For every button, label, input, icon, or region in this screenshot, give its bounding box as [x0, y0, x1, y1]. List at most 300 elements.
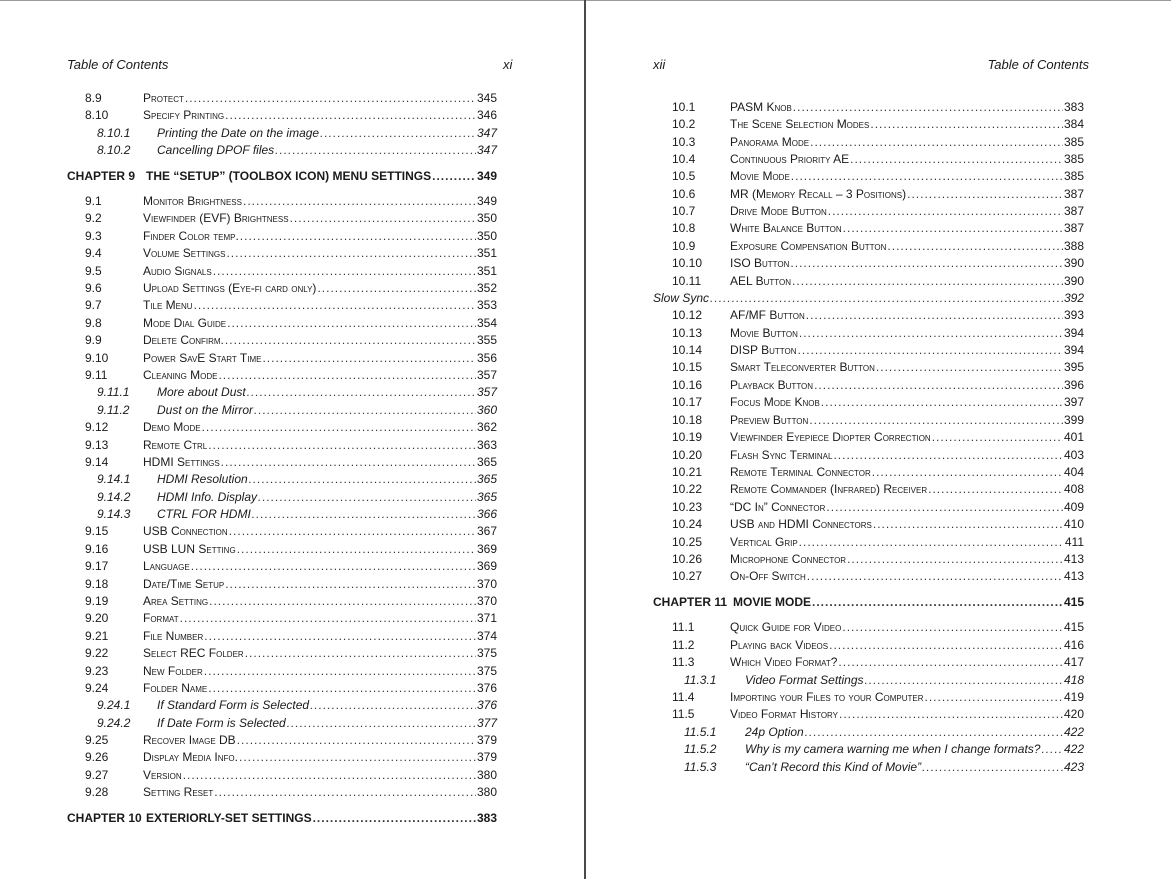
entry-page-number: 365 — [476, 490, 497, 504]
dot-leader — [247, 384, 476, 401]
dot-leader — [850, 151, 1063, 168]
entry-page-number: 403 — [1063, 448, 1084, 462]
entry-number: CHAPTER 9 — [67, 169, 136, 183]
toc-entry — [67, 228, 497, 245]
entry-title: Printing the Date on the image — [157, 126, 320, 140]
entry-number: 9.5 — [85, 264, 102, 278]
entry-number: 10.1 — [672, 100, 696, 114]
toc-entry — [653, 99, 1084, 116]
dot-leader — [237, 732, 476, 749]
page-gutter-divider — [584, 0, 586, 879]
dot-leader — [191, 558, 476, 575]
dot-leader — [842, 619, 1063, 636]
entry-title: Flash Sync Terminal — [730, 448, 833, 462]
entry-title: Preview Button — [730, 413, 809, 427]
entry-number: 10.2 — [672, 117, 696, 131]
entry-page-number: 416 — [1063, 638, 1084, 652]
entry-page-number: 377 — [476, 716, 497, 730]
entry-number: 8.10.1 — [97, 126, 131, 140]
toc-entry — [67, 732, 497, 749]
toc-entry — [67, 367, 497, 384]
toc-entry — [67, 628, 497, 645]
entry-title: Movie Button — [730, 326, 798, 340]
dot-leader — [1041, 741, 1063, 758]
entry-number: 10.20 — [672, 448, 703, 462]
dot-leader — [833, 447, 1063, 464]
dot-leader — [839, 706, 1063, 723]
toc-entry — [67, 454, 497, 471]
entry-title: Which Video Format? — [730, 655, 838, 669]
entry-title: Mode Dial Guide — [143, 316, 227, 330]
toc-entry — [653, 741, 1084, 758]
entry-title: Remote Ctrl — [143, 438, 208, 452]
entry-number: 10.9 — [672, 239, 696, 253]
toc-entry — [653, 186, 1084, 203]
entry-number: 10.27 — [672, 569, 703, 583]
entry-number: 10.10 — [672, 256, 703, 270]
entry-title: PASM Knob — [730, 100, 792, 114]
entry-title: Date/Time Setup — [143, 577, 225, 591]
toc-entry — [653, 464, 1084, 481]
entry-page-number: 349 — [476, 194, 497, 208]
entry-title: If Standard Form is Selected — [157, 698, 310, 712]
dot-leader — [275, 142, 476, 159]
entry-number: 10.26 — [672, 552, 703, 566]
dot-leader — [821, 394, 1063, 411]
entry-title: Continuous Priority AE — [730, 152, 850, 166]
dot-leader — [320, 125, 476, 142]
entry-title: Focus Mode Knob — [730, 395, 820, 409]
dot-leader — [432, 168, 476, 185]
entry-page-number: 385 — [1063, 169, 1084, 183]
dot-leader — [810, 134, 1063, 151]
header-page-number: xi — [503, 57, 513, 72]
entry-number: 9.2 — [85, 211, 102, 225]
entry-title: New Folder — [143, 664, 203, 678]
entry-page-number: 366 — [476, 507, 497, 521]
entry-number: 10.16 — [672, 378, 703, 392]
toc-entry — [653, 273, 1084, 290]
toc-entry — [653, 203, 1084, 220]
entry-number: 10.13 — [672, 326, 703, 340]
entry-title: HDMI Resolution — [157, 472, 248, 486]
dot-leader — [792, 273, 1063, 290]
dot-leader — [925, 689, 1063, 706]
toc-entry — [653, 307, 1084, 324]
dot-leader — [809, 412, 1063, 429]
entry-page-number: 383 — [476, 811, 497, 825]
toc-entry — [67, 680, 497, 697]
toc-entry — [67, 90, 497, 107]
dot-leader — [310, 697, 476, 714]
entry-title: Exposure Compensation Button — [730, 239, 887, 253]
entry-title: “DC In” Connector — [730, 500, 826, 514]
entry-page-number: 347 — [476, 143, 497, 157]
dot-leader — [240, 228, 476, 245]
dot-leader — [183, 767, 476, 784]
entry-title: Select REC Folder — [143, 646, 244, 660]
entry-number: 10.12 — [672, 308, 703, 322]
toc-entry — [653, 551, 1084, 568]
entry-title: Drive Mode Button — [730, 204, 827, 218]
entry-number: 10.19 — [672, 430, 703, 444]
entry-number: 9.15 — [85, 524, 109, 538]
toc-entry — [653, 116, 1084, 133]
entry-page-number: 411 — [1064, 535, 1084, 549]
entry-page-number: 352 — [476, 281, 497, 295]
entry-page-number: 350 — [476, 211, 497, 225]
dot-leader — [254, 402, 476, 419]
entry-page-number: 345 — [476, 91, 497, 105]
toc-entry — [653, 429, 1084, 446]
entry-number: 9.21 — [85, 629, 109, 643]
dot-leader — [847, 551, 1063, 568]
dot-leader — [793, 99, 1063, 116]
dot-leader — [799, 325, 1063, 342]
dot-leader — [218, 367, 476, 384]
toc-entry — [67, 332, 497, 349]
toc-entry — [67, 142, 497, 159]
entry-title: USB Connection — [143, 524, 228, 538]
entry-title: DISP Button — [730, 343, 797, 357]
entry-number: 9.14.2 — [97, 490, 131, 504]
entry-title: Display Media Info. — [143, 750, 238, 764]
entry-number: 11.3.1 — [684, 673, 717, 687]
entry-title: USB and HDMI Connectors — [730, 517, 872, 531]
entry-number: 9.18 — [85, 577, 109, 591]
dot-leader — [872, 464, 1063, 481]
entry-title: AEL Button — [730, 274, 791, 288]
toc-entry — [653, 534, 1084, 551]
entry-title: Specify Printing — [143, 108, 225, 122]
entry-page-number: 351 — [476, 264, 497, 278]
entry-number: 10.25 — [672, 535, 703, 549]
entry-title: Folder Name — [143, 681, 208, 695]
entry-title: Video Format Settings — [745, 673, 864, 687]
entry-number: 11.4 — [672, 690, 695, 704]
entry-page-number: 374 — [476, 629, 497, 643]
entry-page-number: 387 — [1063, 221, 1084, 235]
toc-entry — [653, 255, 1084, 272]
toc-entry — [67, 193, 497, 210]
toc-entry — [653, 377, 1084, 394]
toc-entry — [653, 654, 1084, 671]
entry-page-number: 369 — [476, 559, 497, 573]
entry-title: White Balance Button — [730, 221, 842, 235]
entry-page-number: 408 — [1063, 482, 1084, 496]
dot-leader — [843, 220, 1063, 237]
toc-entry — [653, 394, 1084, 411]
entry-number: 8.9 — [85, 91, 102, 105]
entry-title: Audio Signals — [143, 264, 212, 278]
entry-page-number: 410 — [1063, 517, 1084, 531]
entry-page-number: 393 — [1063, 308, 1084, 322]
dot-leader — [204, 663, 476, 680]
entry-page-number: 375 — [476, 646, 497, 660]
entry-title: If Date Form is Selected — [157, 716, 286, 730]
dot-leader — [237, 541, 476, 558]
entry-page-number: 394 — [1063, 326, 1084, 340]
entry-page-number: 379 — [476, 750, 497, 764]
entry-number: CHAPTER 10 — [67, 811, 142, 825]
entry-page-number: 420 — [1063, 707, 1084, 721]
left-page — [0, 0, 584, 879]
toc-entry — [653, 637, 1084, 654]
dot-leader — [185, 90, 476, 107]
entry-title: “Can’t Record this Kind of Movie” — [745, 760, 922, 774]
entry-number: 9.25 — [85, 733, 109, 747]
entry-number: 9.12 — [85, 420, 109, 434]
entry-title: Version — [143, 768, 182, 782]
entry-page-number: 360 — [476, 403, 497, 417]
dot-leader — [225, 332, 476, 349]
entry-page-number: 387 — [1063, 187, 1084, 201]
entry-page-number: 354 — [476, 316, 497, 330]
toc-entry — [653, 689, 1084, 706]
dot-leader — [710, 290, 1063, 307]
entry-page-number: 365 — [476, 455, 497, 469]
entry-title: HDMI Settings — [143, 455, 220, 469]
entry-number: 9.11 — [85, 368, 108, 382]
entry-number: 9.11.2 — [97, 403, 130, 417]
toc-entry — [653, 447, 1084, 464]
dot-leader — [204, 628, 476, 645]
dot-leader — [258, 489, 476, 506]
entry-number: 9.20 — [85, 611, 109, 625]
entry-number: 10.3 — [672, 135, 696, 149]
entry-title: Slow Sync — [653, 291, 710, 305]
dot-leader — [194, 297, 476, 314]
header-title: Table of Contents — [987, 57, 1089, 72]
toc-entry — [653, 706, 1084, 723]
dot-leader — [287, 715, 476, 732]
entry-number: 11.3 — [672, 655, 695, 669]
entry-number: 11.5.3 — [684, 760, 717, 774]
toc-entry — [67, 350, 497, 367]
toc-entry — [67, 610, 497, 627]
toc-entry — [653, 568, 1084, 585]
dot-leader — [226, 245, 476, 262]
dot-leader — [790, 255, 1063, 272]
entry-page-number: 367 — [476, 524, 497, 538]
entry-title: Cancelling DPOF files — [157, 143, 275, 157]
dot-leader — [932, 429, 1063, 446]
entry-number: 9.24.1 — [97, 698, 131, 712]
toc-entry — [653, 724, 1084, 741]
toc-entry — [67, 715, 497, 732]
header-page-number: xii — [653, 57, 666, 72]
entry-title: Movie Mode — [730, 169, 790, 183]
toc-entry — [67, 315, 497, 332]
entry-title: Smart Teleconverter Button — [730, 360, 875, 374]
toc-entry — [653, 134, 1084, 151]
dot-leader — [814, 377, 1063, 394]
dot-leader — [812, 594, 1063, 611]
entry-title: Volume Settings — [143, 246, 226, 260]
entry-title: Microphone Connector — [730, 552, 847, 566]
entry-title: Monitor Brightness — [143, 194, 242, 208]
entry-title: EXTERIORLY-SET SETTINGS — [146, 811, 312, 825]
entry-page-number: 379 — [476, 733, 497, 747]
toc-entry — [653, 238, 1084, 255]
entry-page-number: 380 — [476, 785, 497, 799]
entry-number: 10.11 — [672, 274, 702, 288]
dot-leader — [805, 724, 1063, 741]
entry-page-number: 395 — [1063, 360, 1084, 374]
entry-number: 9.13 — [85, 438, 109, 452]
entry-title: Area Setting — [143, 594, 209, 608]
entry-number: 9.7 — [85, 298, 102, 312]
toc-entry — [653, 499, 1084, 516]
entry-title: MOVIE MODE — [733, 595, 812, 609]
dot-leader — [221, 454, 476, 471]
dot-leader — [806, 307, 1063, 324]
entry-page-number: 394 — [1063, 343, 1084, 357]
entry-page-number: 347 — [476, 126, 497, 140]
entry-title: Cleaning Mode — [143, 368, 218, 382]
entry-page-number: 413 — [1063, 552, 1084, 566]
dot-leader — [922, 759, 1063, 776]
dot-leader — [213, 263, 476, 280]
dot-leader — [214, 784, 476, 801]
entry-page-number: 384 — [1063, 117, 1084, 131]
entry-number: CHAPTER 11 — [653, 595, 728, 609]
entry-number: 9.19 — [85, 594, 109, 608]
entry-page-number: 390 — [1063, 256, 1084, 270]
toc-entry — [653, 220, 1084, 237]
dot-leader — [245, 645, 476, 662]
entry-title: Delete Confirm. — [143, 333, 224, 347]
entry-title: On-Off Switch — [730, 569, 806, 583]
toc-chapter-entry — [653, 594, 1084, 611]
toc-entry — [67, 210, 497, 227]
entry-title: Setting Reset — [143, 785, 214, 799]
entry-number: 9.11.1 — [97, 385, 130, 399]
dot-leader — [225, 576, 476, 593]
entry-page-number: 355 — [476, 333, 497, 347]
entry-number: 10.5 — [672, 169, 696, 183]
entry-title: MR (Memory Recall – 3 Positions) — [730, 187, 907, 201]
dot-leader — [262, 350, 476, 367]
entry-number: 10.21 — [672, 465, 703, 479]
entry-number: 10.18 — [672, 413, 703, 427]
toc-entry — [653, 759, 1084, 776]
entry-number: 9.16 — [85, 542, 109, 556]
dot-leader — [907, 186, 1063, 203]
entry-page-number: 380 — [476, 768, 497, 782]
toc-entry — [67, 645, 497, 662]
entry-page-number: 375 — [476, 664, 497, 678]
entry-page-number: 418 — [1063, 673, 1084, 687]
left-page-header — [67, 56, 515, 74]
entry-page-number: 397 — [1063, 395, 1084, 409]
entry-number: 9.1 — [85, 194, 102, 208]
entry-page-number: 388 — [1063, 239, 1084, 253]
entry-title: USB LUN Setting — [143, 542, 236, 556]
entry-number: 10.8 — [672, 221, 696, 235]
entry-page-number: 353 — [476, 298, 497, 312]
entry-page-number: 385 — [1063, 135, 1084, 149]
entry-number: 9.9 — [85, 333, 102, 347]
toc-entry — [67, 697, 497, 714]
dot-leader — [873, 516, 1063, 533]
entry-title: File Number — [143, 629, 204, 643]
entry-number: 9.24 — [85, 681, 109, 695]
entry-number: 8.10 — [85, 108, 109, 122]
entry-title: Viewfinder Eyepiece Diopter Correction — [730, 430, 931, 444]
entry-number: 9.3 — [85, 229, 102, 243]
entry-number: 9.23 — [85, 664, 109, 678]
toc-entry — [67, 419, 497, 436]
dot-leader — [317, 280, 476, 297]
dot-leader — [225, 107, 476, 124]
toc-entry — [653, 412, 1084, 429]
toc-entry — [67, 749, 497, 766]
entry-title: AF/MF Button — [730, 308, 805, 322]
entry-page-number: 415 — [1063, 620, 1084, 634]
entry-title: The Scene Selection Modes — [730, 117, 870, 131]
entry-page-number: 370 — [476, 577, 497, 591]
dot-leader — [838, 654, 1063, 671]
entry-number: 9.22 — [85, 646, 109, 660]
entry-page-number: 387 — [1063, 204, 1084, 218]
toc-entry — [653, 290, 1084, 307]
dot-leader — [829, 637, 1063, 654]
entry-page-number: 404 — [1063, 465, 1084, 479]
dot-leader — [865, 672, 1063, 689]
dot-leader — [928, 481, 1063, 498]
toc-entry — [67, 506, 497, 523]
entry-page-number: 371 — [476, 611, 497, 625]
dot-leader — [229, 523, 476, 540]
dot-leader — [313, 810, 476, 827]
entry-number: 9.10 — [85, 351, 109, 365]
header-title: Table of Contents — [67, 57, 169, 72]
entry-title: ISO Button — [730, 256, 790, 270]
dot-leader — [249, 471, 476, 488]
toc-entry — [67, 384, 497, 401]
toc-entry — [67, 784, 497, 801]
toc-entry — [67, 767, 497, 784]
entry-page-number: 356 — [476, 351, 497, 365]
entry-title: Viewfinder (EVF) Brightness — [143, 211, 289, 225]
entry-number: 11.5.2 — [684, 742, 717, 756]
entry-page-number: 401 — [1063, 430, 1084, 444]
entry-title: 24p Option — [745, 725, 804, 739]
entry-page-number: 390 — [1063, 274, 1084, 288]
entry-page-number: 417 — [1063, 655, 1084, 669]
entry-title: Upload Settings (Eye-fi card only) — [143, 281, 317, 295]
toc-entry — [67, 245, 497, 262]
dot-leader — [290, 210, 476, 227]
entry-page-number: 369 — [476, 542, 497, 556]
entry-page-number: 362 — [476, 420, 497, 434]
entry-page-number: 351 — [476, 246, 497, 260]
entry-title: THE “SETUP” (TOOLBOX ICON) MENU SETTINGS — [146, 169, 432, 183]
toc-entry — [653, 672, 1084, 689]
entry-title: Dust on the Mirror — [157, 403, 254, 417]
entry-page-number: 422 — [1063, 742, 1084, 756]
dot-leader — [227, 315, 476, 332]
dot-leader — [807, 568, 1063, 585]
entry-number: 9.8 — [85, 316, 102, 330]
entry-title: CTRL FOR HDMI — [157, 507, 251, 521]
right-page — [587, 0, 1171, 879]
entry-number: 9.24.2 — [97, 716, 131, 730]
dot-leader — [798, 342, 1063, 359]
entry-page-number: 392 — [1063, 291, 1084, 305]
entry-title: Why is my camera warning me when I change formats? — [745, 742, 1041, 756]
